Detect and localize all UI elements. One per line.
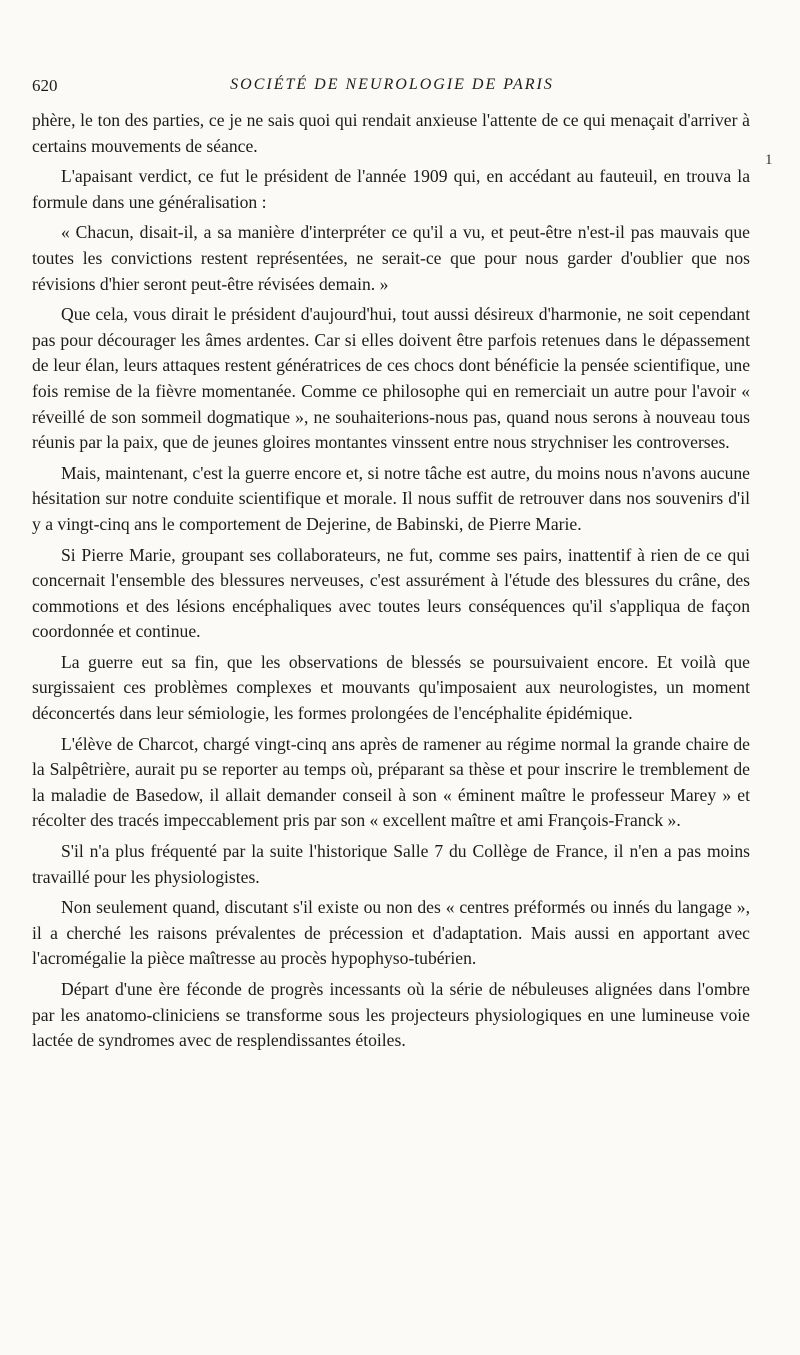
paragraph-quote: « Chacun, disait-il, a sa manière d'interpréter ce qu'il a vu, et peut-être n'est-il pas mauvais que toutes les convictions restent représentées, ne serait-ce que pour nous garder d'oublier que nos révisions d'hier seront peut-être révisées demain. » (32, 222, 750, 294)
paragraph: Départ d'une ère féconde de progrès incessants où la série de nébuleuses alignées dans l'ombre par les anatomo-cliniciens se transforme sous les projecteurs physiologiques en une lumineuse voie lactée de syndromes avec de resplendissantes étoiles. (32, 979, 750, 1051)
paragraph: Si Pierre Marie, groupant ses collaborateurs, ne fut, comme ses pairs, inattentif à rien de ce qui concernait l'ensemble des blessures nerveuses, c'est assurément à l'étude des blessures du crâne, des commotions et des lésions encéphaliques avec toutes leurs conséquences qu'il s'appliqua de façon coordonnée et continue. (32, 544, 750, 642)
body-text (32, 108, 750, 1059)
margin-annotation: 1 (765, 152, 773, 168)
paragraph: La guerre eut sa fin, que les observations de blessés se poursuivaient encore. Et voilà que surgissaient ces problèmes complexes et mouvants qu'imposaient aux neurologistes, un moment déconcertés dans leur sémiologie, les formes prolongées de l'encéphalite épidémique. (32, 651, 750, 724)
paragraph: S'il n'a plus fréquenté par la suite l'historique Salle 7 du Collège de France, il n'en a pas moins travaillé pour les physiologistes. (32, 841, 750, 887)
running-title: SOCIÉTÉ DE NEUROLOGIE DE PARIS (230, 76, 554, 93)
paragraph: L'élève de Charcot, chargé vingt-cinq ans après de ramener au régime normal la grande chaire de la Salpêtrière, aurait pu se reporter au temps où, préparant sa thèse et pour inscrire le tremblement de la maladie de Basedow, il allait demander conseil à son « éminent maître le professeur Marey » et récolter des tracés impeccablement pris par son « excellent maître et ami François-Franck ». (32, 733, 750, 831)
paragraph: Mais, maintenant, c'est la guerre encore et, si notre tâche est autre, du moins nous n'avons aucune hésitation sur notre conduite scientifique et morale. Il nous suffit de retrouver dans nos souvenirs d'il y a vingt-cinq ans le comportement de Dejerine, de Babinski, de Pierre Marie. (32, 462, 750, 534)
page-header (32, 76, 752, 100)
paragraph-continuation: phère, le ton des parties, ce je ne sais quoi qui rendait anxieuse l'attente de ce qui menaçait d'arriver à certains mouvements de séance. (32, 110, 750, 156)
paragraph: Que cela, vous dirait le président d'aujourd'hui, tout aussi désireux d'harmonie, ne soit cependant pas pour décourager les âmes ardentes. Car si elles doivent être parfois retenues dans le dépassement de leur élan, leurs attaques restent génératrices de ces chocs dont bénéficie la pensée scientifique, une fois remise de la fièvre momentanée. Comme ce philosophe qui en remerciait un autre pour l'avoir « réveillé de son sommeil dogmatique », ne souhaiterions-nous pas, quand nous serons à nouveau tous réunis par la paix, que de jeunes gloires montantes vinssent entre nous strychniser les controverses. (32, 304, 750, 453)
paragraph: L'apaisant verdict, ce fut le président de l'année 1909 qui, en accédant au fauteuil, en trouva la formule dans une généralisation : (32, 166, 750, 212)
page-number: 620 (32, 76, 58, 95)
paragraph: Non seulement quand, discutant s'il existe ou non des « centres préformés ou innés du langage », il a cherché les raisons prévalentes de précession et d'adaptation. Mais aussi en apportant avec l'acromégalie la pièce maîtresse au procès hypophyso-tubérien. (32, 897, 750, 969)
